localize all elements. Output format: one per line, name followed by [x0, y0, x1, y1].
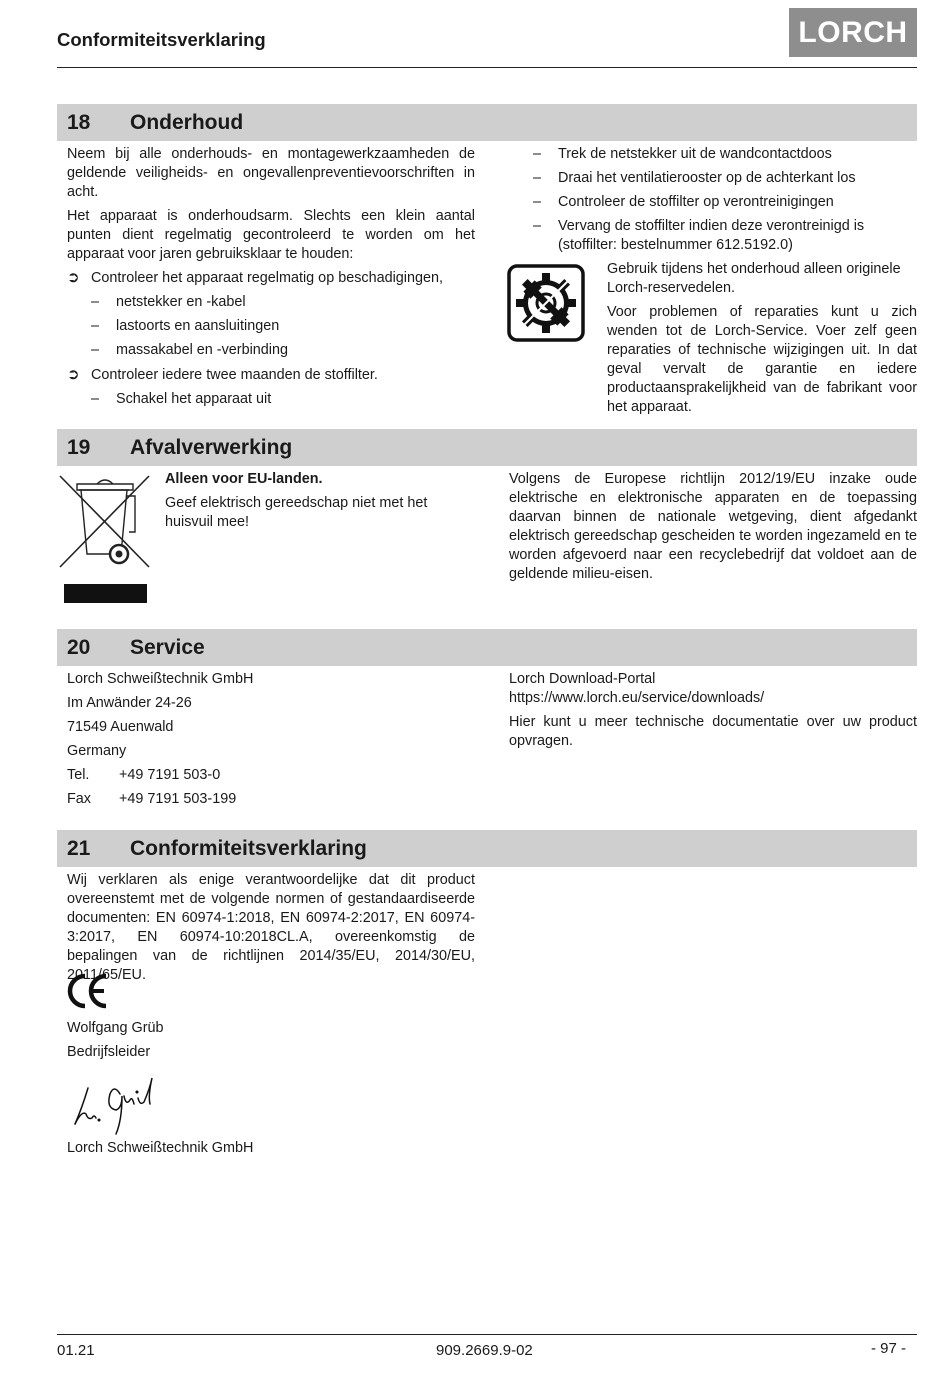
tel-label: Tel. — [67, 767, 90, 783]
section-19-header — [57, 429, 917, 466]
dash-bullet: – — [533, 146, 542, 162]
dash-bullet: – — [91, 391, 100, 407]
country: Germany — [67, 743, 127, 759]
s18-bullet-1-item: massakabel en -verbinding — [116, 342, 288, 358]
s18-bullet-1-item: lastoorts en aansluitingen — [116, 318, 280, 334]
s18-paragraph-1: Neem bij alle onderhouds- en montagewerkzaamheden de geldende veiligheids- en ongevallenpreventievoorschriften in acht. — [67, 146, 475, 200]
section-title: Conformiteitsverklaring — [130, 837, 367, 860]
signatory-company: Lorch Schweißtechnik GmbH — [67, 1140, 254, 1156]
s18-right-item: Trek de netstekker uit de wandcontactdoos — [558, 146, 832, 162]
s18-right-item: Vervang de stoffilter indien deze verontreinigd is (stoffilter: bestelnummer 612.5192.0) — [558, 218, 865, 253]
section-number: 18 — [67, 111, 91, 134]
crossed-out-wheelie-bin-icon — [57, 472, 153, 604]
arrow-bullet-icon: ➲ — [67, 366, 80, 383]
s18-right-item: Draai het ventilatierooster op de achterkant los — [558, 170, 856, 186]
download-portal-text: Hier kunt u meer technische documentatie over uw product opvragen. — [509, 714, 917, 749]
signatory-role: Bedrijfsleider — [67, 1044, 151, 1060]
download-portal-link[interactable]: https://www.lorch.eu/service/downloads/ — [509, 690, 765, 706]
s19-paragraph: Geef elektrisch gereedschap niet met het huisvuil mee! — [165, 495, 428, 530]
street-address: Im Anwänder 24-26 — [67, 695, 192, 711]
arrow-bullet-icon: ➲ — [67, 269, 80, 286]
fax-number: +49 7191 503-199 — [119, 791, 237, 807]
gear-wrench-service-icon — [507, 264, 585, 342]
section-title: Afvalverwerking — [130, 436, 293, 459]
s19-right-paragraph: Volgens de Europese richtlijn 2012/19/EU inzake oude elektrische en elektronische apparaten en de toepassing daarvan binnen de nationale wetgeving, dient afgedankt elektrisch gereedschap gescheiden te worden ingezameld en te worden afgevoerd naar een recyclebedrijf dat voldoet aan de geldende milieu-eisen. — [509, 471, 917, 582]
signatory-name: Wolfgang Grüb — [67, 1020, 164, 1036]
dash-bullet: – — [91, 342, 100, 358]
handwritten-signature — [70, 1074, 160, 1138]
footer-rule — [57, 1334, 917, 1335]
ce-mark-icon — [66, 970, 110, 1012]
company-name: Lorch Schweißtechnik GmbH — [67, 671, 254, 687]
fax-label: Fax — [67, 791, 91, 807]
page-header-title: Conformiteitsverklaring — [57, 29, 266, 50]
city-address: 71549 Auenwald — [67, 719, 174, 735]
s18-bullet-2-item: Schakel het apparaat uit — [116, 391, 272, 407]
section-title: Onderhoud — [130, 111, 244, 134]
tel-number: +49 7191 503-0 — [119, 767, 221, 783]
s18-paragraph-2: Het apparaat is onderhoudsarm. Slechts een klein aantal punten dient regelmatig gecontroleerd te worden om het apparaat voor jaren gebruiksklaar te houden: — [67, 208, 475, 262]
s18-bullet-1: Controleer het apparaat regelmatig op beschadigingen, — [91, 270, 444, 286]
s19-bold-note: Alleen voor EU-landen. — [165, 471, 323, 487]
download-portal-label: Lorch Download-Portal — [509, 671, 656, 687]
section-title: Service — [130, 636, 205, 659]
s18-note-1: Gebruik tijdens het onderhoud alleen originele Lorch-reservedelen. — [607, 261, 901, 296]
dash-bullet: – — [91, 294, 100, 310]
section-20-header — [57, 629, 917, 666]
dash-bullet: – — [91, 318, 100, 334]
s21-paragraph: Wij verklaren als enige verantwoordelijke dat dit product overeenstemt met de volgende normen of gestandaardiseerde documenten: EN 60974-1:2018, EN 60974-2:2017, EN 60974-3:2017, EN 60974-10:2018CL.A, overeenkomstig de bepalingen van de richtlijnen 2014/35/EU, 2014/30/EU, 2011/65/EU. — [67, 872, 475, 983]
footer-page-number: - 97 - — [871, 1340, 907, 1357]
lorch-logo: LORCH — [789, 8, 917, 57]
header-rule — [57, 67, 917, 68]
s18-bullet-1-item: netstekker en -kabel — [116, 294, 246, 310]
section-18-header — [57, 104, 917, 141]
s18-note-2: Voor problemen of reparaties kunt u zich wenden tot de Lorch-Service. Voer zelf geen reparaties of technische wijzigingen uit. In dat geval vervalt de garantie en iedere productaansprakelijkheid van de fabrikant voor het apparaat. — [607, 304, 917, 415]
section-number: 21 — [67, 837, 91, 860]
section-number: 19 — [67, 436, 91, 459]
footer-date: 01.21 — [57, 1342, 95, 1359]
section-number: 20 — [67, 636, 91, 659]
s18-bullet-2: Controleer iedere twee maanden de stoffilter. — [91, 367, 378, 383]
dash-bullet: – — [533, 218, 542, 234]
dash-bullet: – — [533, 170, 542, 186]
dash-bullet: – — [533, 194, 542, 210]
s18-right-item: Controleer de stoffilter op verontreinigingen — [558, 194, 834, 210]
section-21-header — [57, 830, 917, 867]
footer-doc-number: 909.2669.9-02 — [436, 1342, 533, 1359]
